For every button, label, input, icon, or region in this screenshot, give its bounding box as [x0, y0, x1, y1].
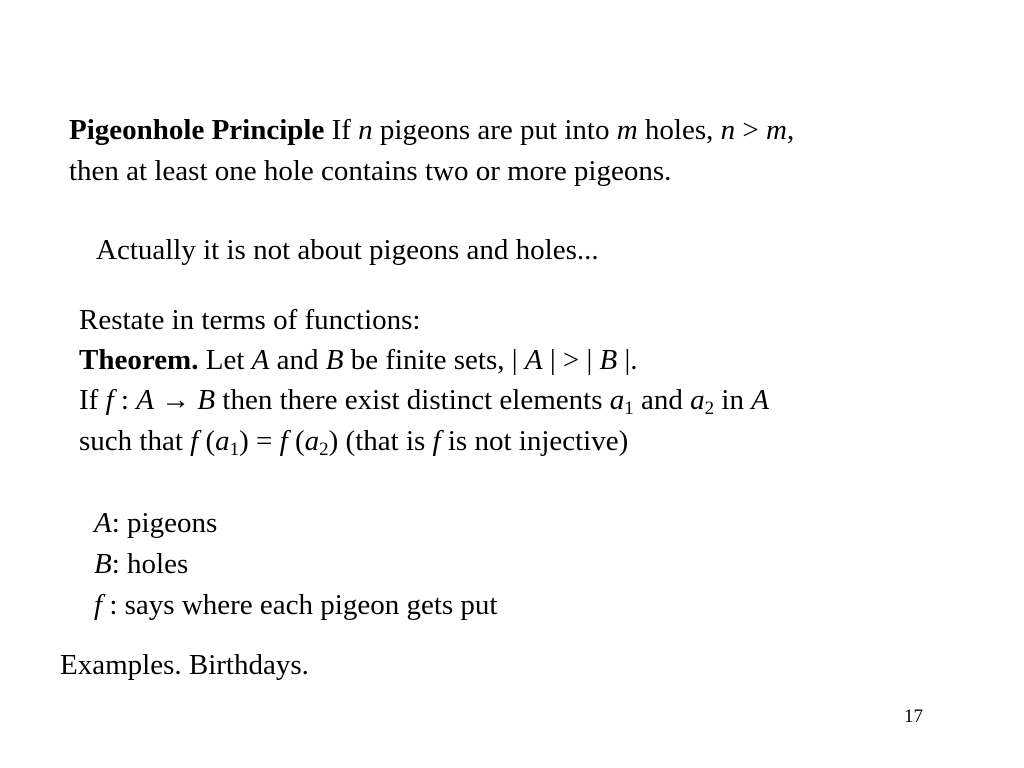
var-n: n	[720, 114, 736, 146]
var-m: m	[616, 114, 638, 146]
subscript: 2	[704, 398, 715, 419]
mapping-symbol: B	[94, 548, 112, 580]
var-B: B	[197, 384, 216, 416]
theorem-text: and	[269, 344, 326, 376]
var-A: A	[136, 384, 154, 416]
theorem-text: |.	[617, 344, 638, 376]
theorem-line-3	[79, 383, 769, 417]
theorem-text: ) =	[239, 425, 280, 457]
restate-intro: Restate in terms of functions:	[79, 304, 421, 336]
mapping-item	[94, 547, 188, 581]
theorem-label: Theorem.	[79, 344, 199, 376]
var-a: a	[609, 384, 625, 416]
var-a: a	[690, 384, 705, 416]
var-A: A	[751, 384, 769, 416]
right-arrow-icon: →	[153, 384, 198, 416]
theorem-text: If	[79, 384, 106, 416]
var-f: f	[190, 425, 199, 457]
subscript: 1	[229, 439, 240, 460]
theorem-text: and	[633, 384, 691, 416]
principle-title: Pigeonhole Principle	[69, 114, 325, 146]
var-A: A	[524, 344, 543, 376]
var-f: f	[279, 425, 288, 457]
examples-text: Examples. Birthdays.	[60, 649, 309, 681]
theorem-text: in	[714, 384, 752, 416]
subscript: 1	[624, 398, 634, 419]
mapping-symbol: A	[94, 507, 112, 539]
mapping-text: : says where each pigeon gets put	[102, 589, 498, 621]
var-B: B	[599, 344, 618, 376]
var-f: f	[432, 425, 441, 457]
theorem-text: :	[113, 384, 137, 416]
mapping-text: : pigeons	[111, 507, 218, 539]
principle-line-1	[69, 113, 794, 147]
theorem-line-4	[79, 424, 628, 458]
var-A: A	[251, 344, 270, 376]
theorem-line	[79, 343, 638, 377]
mapping-item	[94, 588, 497, 622]
var-m: m	[766, 114, 787, 146]
var-B: B	[325, 344, 344, 376]
principle-text: If	[324, 114, 359, 146]
var-a: a	[215, 425, 230, 457]
var-n: n	[358, 114, 373, 146]
theorem-text: | > |	[542, 344, 600, 376]
theorem-text: (	[287, 425, 305, 457]
principle-text: holes,	[637, 114, 721, 146]
principle-text: ,	[786, 114, 795, 146]
theorem-text: be finite sets, |	[343, 344, 525, 376]
theorem-text: (	[198, 425, 216, 457]
var-f: f	[105, 384, 114, 416]
principle-text: pigeons are put into	[372, 114, 617, 146]
greater-than-symbol: >	[735, 114, 766, 146]
mapping-item	[94, 506, 217, 540]
mapping-symbol: f	[94, 589, 103, 621]
var-a: a	[304, 425, 320, 457]
theorem-text: then there exist distinct elements	[215, 384, 610, 416]
theorem-text: Let	[198, 344, 252, 376]
theorem-text: is not injective)	[440, 425, 629, 457]
subscript: 2	[319, 439, 329, 460]
page-number: 17	[904, 706, 923, 727]
principle-line-2: then at least one hole contains two or more pigeons.	[69, 155, 672, 187]
theorem-text: ) (that is	[328, 425, 433, 457]
remark-text: Actually it is not about pigeons and holes...	[96, 234, 599, 266]
mapping-text: : holes	[111, 548, 189, 580]
theorem-text: such that	[79, 425, 191, 457]
